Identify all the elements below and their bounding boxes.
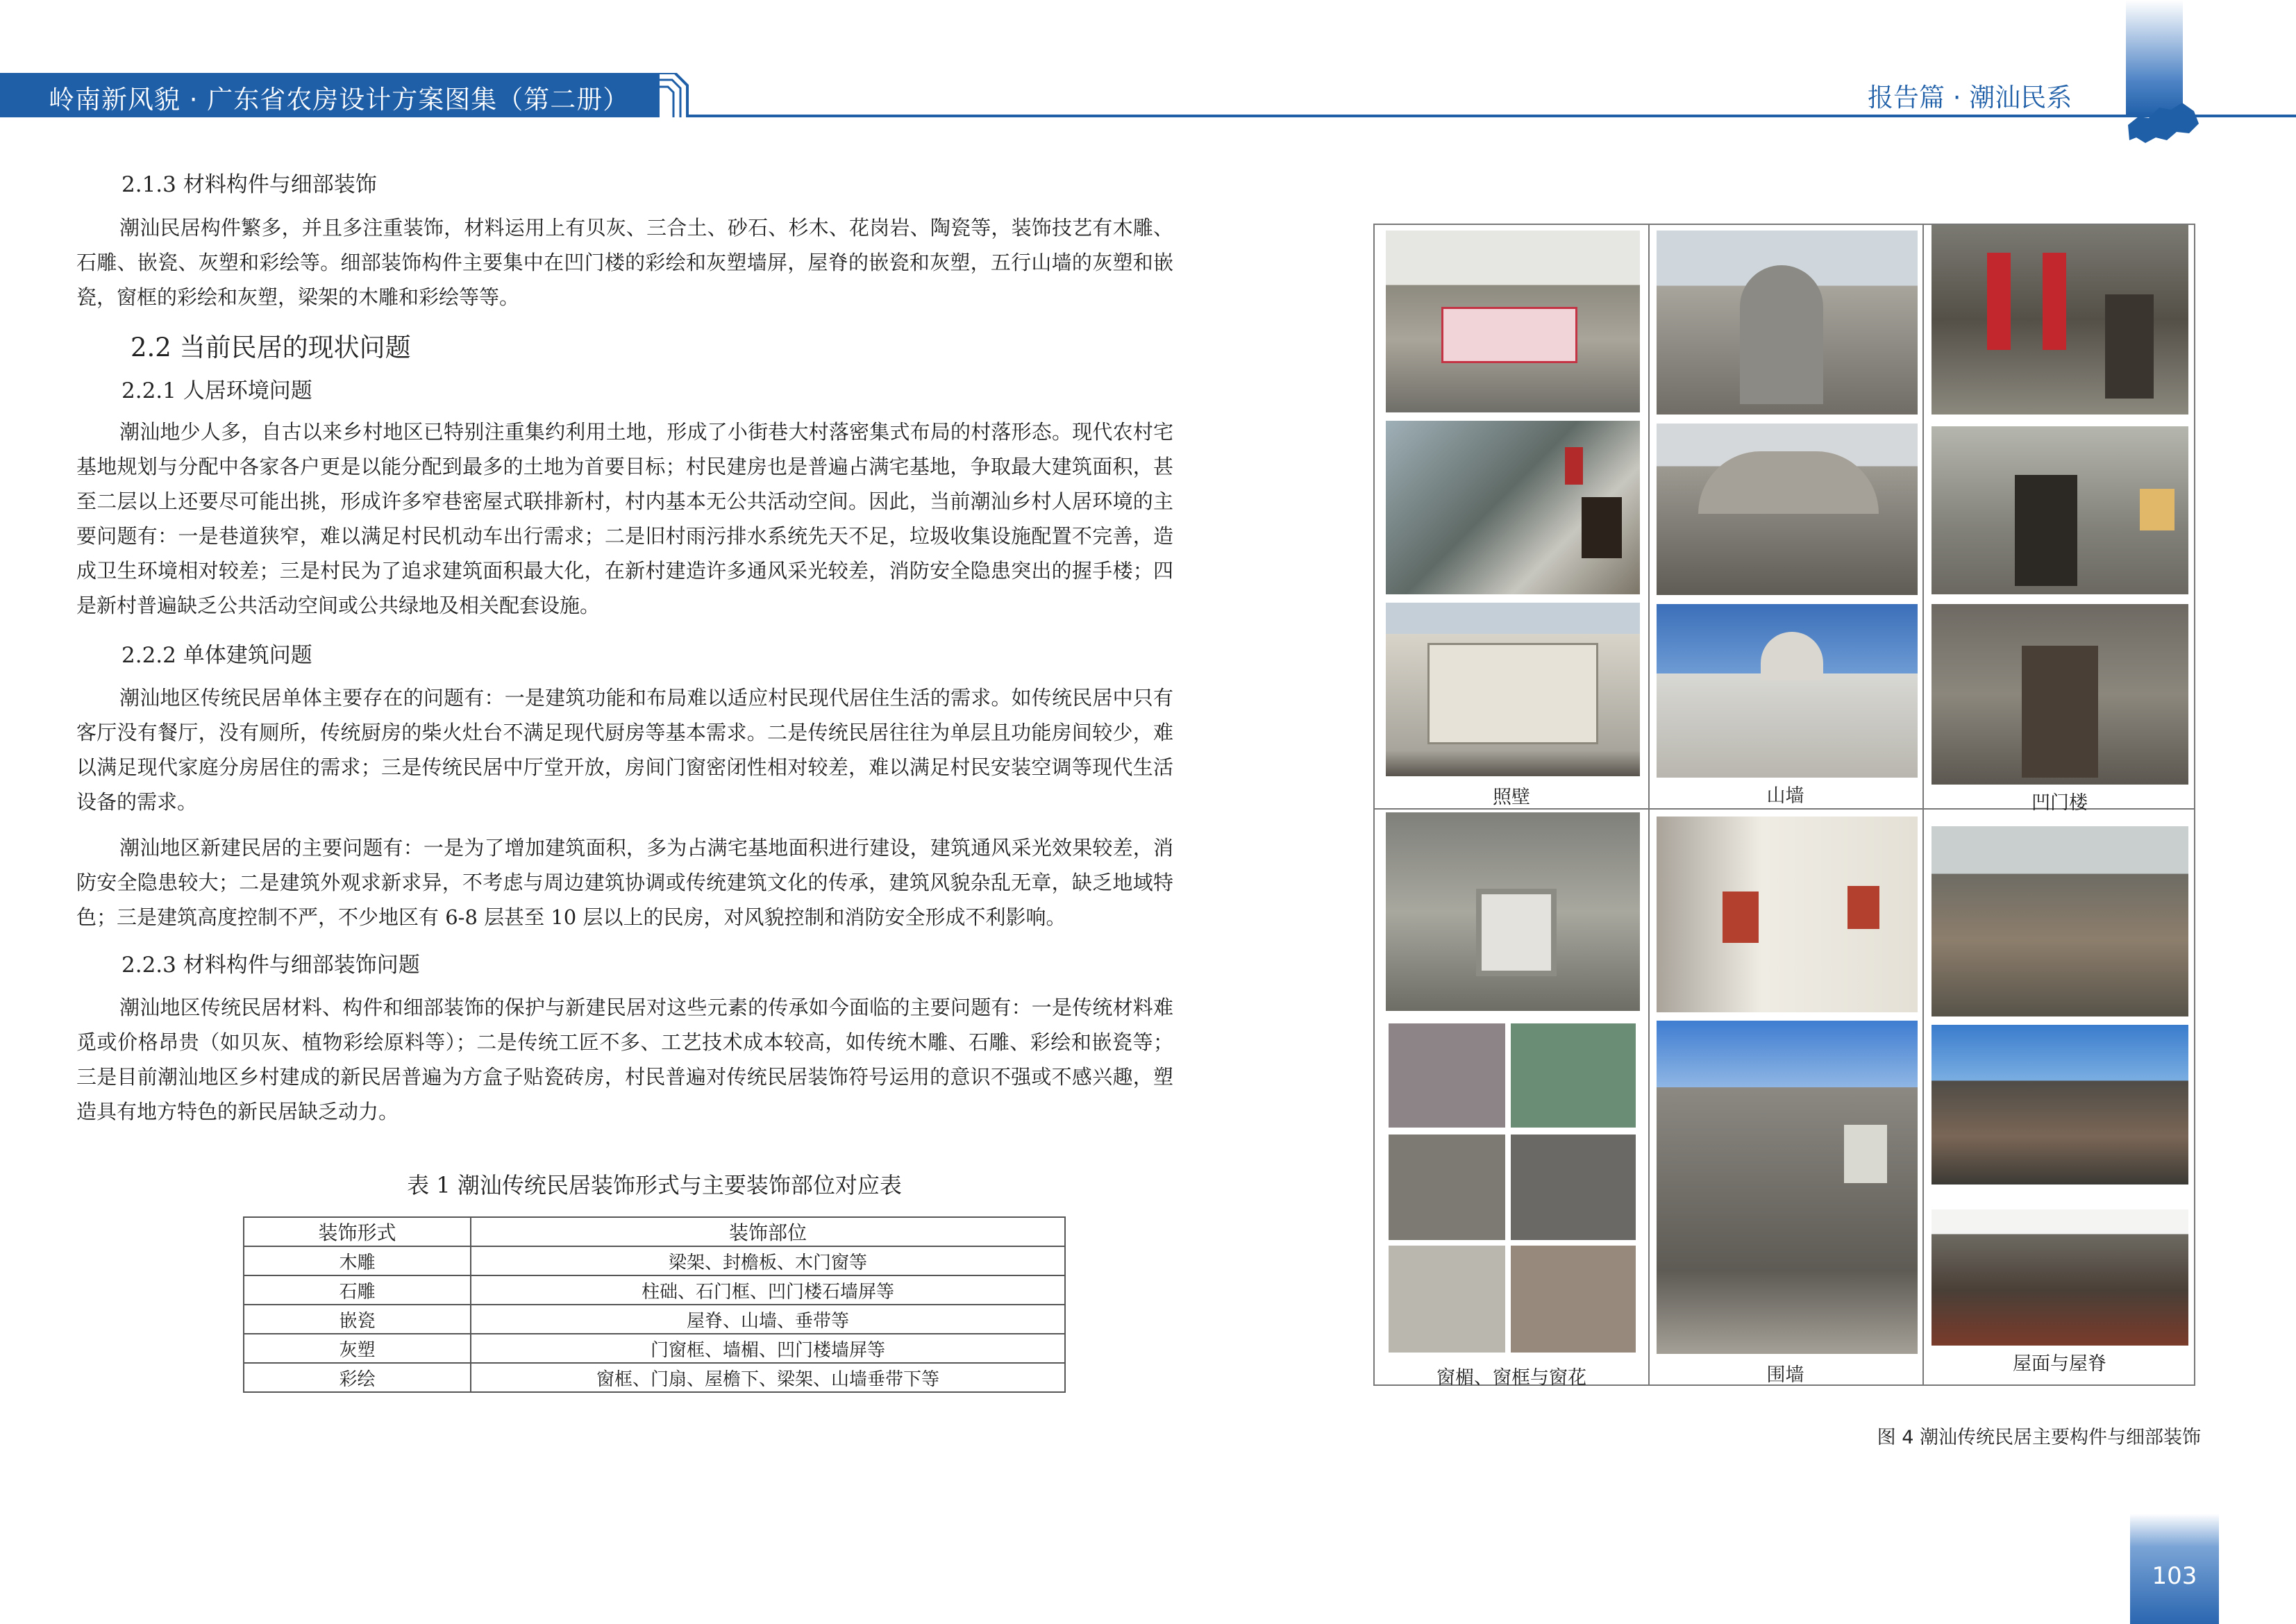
heading-2-2-2: 2.2.2 单体建筑问题 xyxy=(121,643,312,668)
table-cell: 木雕 xyxy=(244,1246,471,1275)
header-rule xyxy=(687,115,2296,117)
caption-weiqiang: 围墙 xyxy=(1766,1364,1804,1386)
table-row xyxy=(244,1246,1065,1275)
photo-weiqiang-1 xyxy=(1657,817,1918,1012)
table-cell: 门窗框、墙楣、凹门楼墙屏等 xyxy=(471,1334,1065,1363)
table-cell: 彩绘 xyxy=(244,1363,471,1392)
paragraph-2-2-2-b: 潮汕地区新建民居的主要问题有：一是为了增加建筑面积，多为占满宅基地面积进行建设，建筑通风采光效果较差，消防安全隐患较大；二是建筑外观求新求异，不考虑与周边建筑协调或传统建筑文化的传承，建筑风貌杂乱无章，缺乏地域特色；三是建筑高度控制不严，不少地区有 6-8 层甚至 10 层以上的民房，对风貌控制和消防安全形成不利影响。 xyxy=(76,836,1173,929)
caption-chuangmei: 窗楣、窗框与窗花 xyxy=(1436,1367,1586,1389)
photo-shanqiang-gable-2 xyxy=(1657,424,1918,595)
photo-aomenlou-2 xyxy=(1932,426,2188,594)
photo-zhaobi-relief xyxy=(1386,603,1640,776)
caption-zhaobi: 照壁 xyxy=(1493,787,1530,808)
photo-wumian-3 xyxy=(1932,1209,2188,1346)
table-row xyxy=(244,1363,1065,1392)
photo-window-flower-4 xyxy=(1511,1135,1636,1240)
photo-zhaobi-wall xyxy=(1386,231,1640,412)
photo-window-flower-6 xyxy=(1511,1246,1636,1353)
book-title: 岭南新风貌 · 广东省农房设计方案图集（第二册） xyxy=(49,85,630,115)
section-title: 报告篇 · 潮汕民系 xyxy=(1868,83,2072,112)
table-cell: 石雕 xyxy=(244,1275,471,1305)
paragraph-2-2-1: 潮汕地少人多，自古以来乡村地区已特别注重集约利用土地，形成了小街巷大村落密集式布局的村落形态。现代农村宅基地规划与分配中各家各户更是以能分配到最多的土地为首要目标；村民建房也是普遍占满宅基地，争取最大建筑面积，甚至二层以上还要尽可能出挑，形成许多窄巷密屋式联排新村，村内基本无公共活动空间。因此，当前潮汕乡村人居环境的主要问题有：一是巷道狭窄，难以满足村民机动车出行需求；二是旧村雨污排水系统先天不足，垃圾收集设施配置不完善，造成卫生环境相对较差；三是村民为了追求建筑面积最大化，在新村建造许多通风采光较差，消防安全隐患突出的握手楼；四是新村普遍缺乏公共活动空间或公共绿地及相关配套设施。 xyxy=(76,420,1173,617)
header-ornament-icon xyxy=(660,73,694,117)
heading-2-2-1: 2.2.1 人居环境问题 xyxy=(121,378,312,403)
photo-wumian-1 xyxy=(1932,826,2188,1016)
photo-window-flower-5 xyxy=(1389,1246,1505,1353)
photo-wumian-2 xyxy=(1932,1025,2188,1184)
caption-shanqiang: 山墙 xyxy=(1766,785,1804,807)
paragraph-2-2-3: 潮汕地区传统民居材料、构件和细部装饰的保护与新建民居对这些元素的传承如今面临的主要问题有：一是传统材料难觅或价格昂贵（如贝灰、植物彩绘原料等）；二是传统工匠不多、工艺技术成本较高，如传统木雕、石雕、彩绘和嵌瓷等；三是目前潮汕地区乡村建成的新民居普遍为方盒子贴瓷砖房，村民普遍对传统民居装饰符号运用的意识不强或不感兴趣，塑造具有地方特色的新民居缺乏动力。 xyxy=(76,996,1173,1123)
page-number: 103 xyxy=(2152,1562,2197,1590)
paragraph-2-1-3: 潮汕民居构件繁多，并且多注重装饰，材料运用上有贝灰、三合土、砂石、杉木、花岗岩、陶瓷等，装饰技艺有木雕、石雕、嵌瓷、灰塑和彩绘等。细部装饰构件主要集中在凹门楼的彩绘和灰塑墙屏，屋脊的嵌瓷和灰塑，五行山墙的灰塑和嵌瓷，窗框的彩绘和灰塑，梁架的木雕和彩绘等等。 xyxy=(76,216,1173,309)
heading-2-2-3: 2.2.3 材料构件与细部装饰问题 xyxy=(121,953,420,978)
figure-caption: 图 4 潮汕传统民居主要构件与细部装饰 xyxy=(1877,1427,2201,1448)
caption-aomenlou: 凹门楼 xyxy=(2031,792,2088,814)
table-cell: 柱础、石门框、凹门楼石墙屏等 xyxy=(471,1275,1065,1305)
photo-window-flower-2 xyxy=(1511,1023,1636,1128)
column-header: 装饰形式 xyxy=(244,1217,471,1246)
photo-aomenlou-1 xyxy=(1932,225,2188,415)
table-row xyxy=(244,1334,1065,1363)
photo-chuangmei-window xyxy=(1386,812,1640,1011)
table-cell: 灰塑 xyxy=(244,1334,471,1363)
guangdong-map-icon xyxy=(2121,97,2204,149)
caption-wumian: 屋面与屋脊 xyxy=(2013,1353,2106,1375)
photo-shanqiang-gable-3 xyxy=(1657,604,1918,778)
table-cell: 嵌瓷 xyxy=(244,1305,471,1334)
photo-weiqiang-2 xyxy=(1657,1021,1918,1354)
photo-aomenlou-3 xyxy=(1932,604,2188,785)
heading-2-2: 2.2 当前民居的现状问题 xyxy=(131,333,411,362)
paragraph-2-2-2-a: 潮汕地区传统民居单体主要存在的问题有：一是建筑功能和布局难以适应村民现代居住生活的需求。如传统民居中只有客厅没有餐厅，没有厕所，传统厨房的柴火灶台不满足现代厨房等基本需求。二是传统民居往往为单层且功能房间较少，难以满足现代家庭分房居住的需求；三是传统民居中厅堂开放，房间门窗密闭性相对较差，难以满足村民安装空调等现代生活设备的需求。 xyxy=(76,686,1173,814)
table-header-row xyxy=(244,1217,1065,1246)
table-cell: 屋脊、山墙、垂带等 xyxy=(471,1305,1065,1334)
table-cell: 窗框、门扇、屋檐下、梁架、山墙垂带下等 xyxy=(471,1363,1065,1392)
table-row xyxy=(244,1305,1065,1334)
table-title: 表 1 潮汕传统民居装饰形式与主要装饰部位对应表 xyxy=(407,1172,902,1198)
table-row xyxy=(244,1275,1065,1305)
column-header: 装饰部位 xyxy=(471,1217,1065,1246)
photo-window-flower-3 xyxy=(1389,1135,1505,1240)
photo-shanqiang-gable-1 xyxy=(1657,231,1918,415)
heading-2-1-3: 2.1.3 材料构件与细部装饰 xyxy=(121,172,377,197)
photo-zhaobi-alley xyxy=(1386,421,1640,594)
table-cell: 梁架、封檐板、木门窗等 xyxy=(471,1246,1065,1275)
photo-window-flower-1 xyxy=(1389,1023,1505,1128)
figure-photo-grid xyxy=(1373,224,2195,1389)
decoration-table xyxy=(243,1216,1066,1393)
